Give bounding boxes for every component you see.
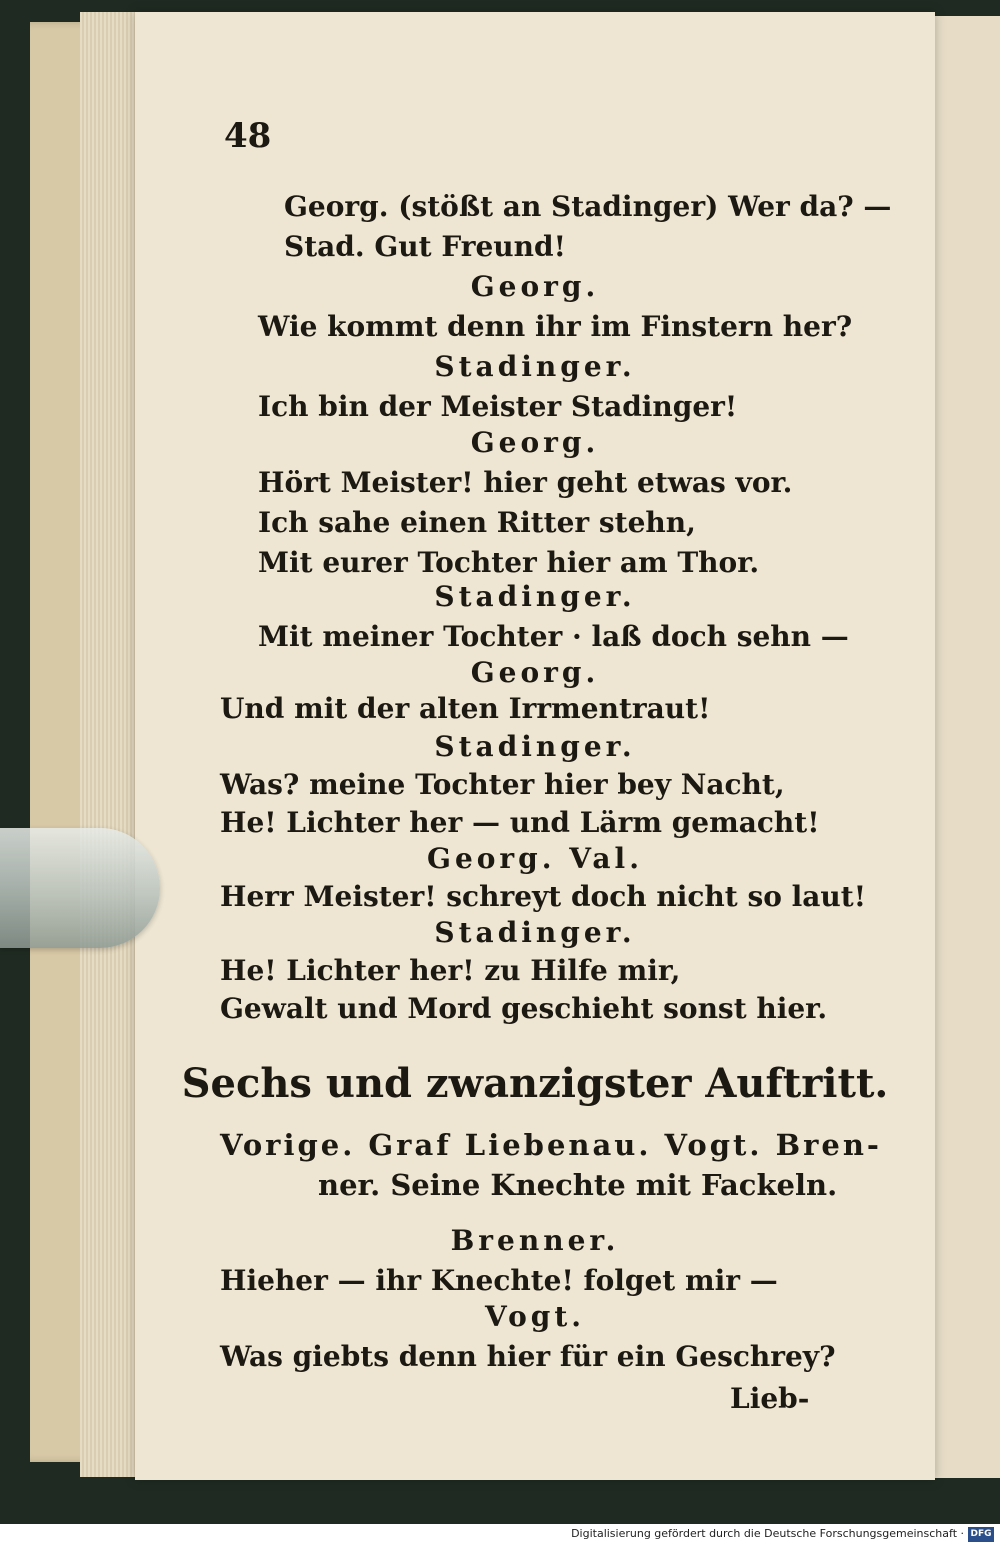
text-line: Und mit der alten Irrmentraut!	[220, 692, 711, 725]
text-line: He! Lichter her! zu Hilfe mir,	[220, 954, 681, 987]
text-line: Ich bin der Meister Stadinger!	[258, 390, 738, 423]
speaker-label: Georg.	[470, 656, 600, 689]
page-edges	[80, 12, 140, 1477]
speaker-label: Georg.	[470, 426, 600, 459]
catchword: Lieb-	[730, 1382, 810, 1415]
text-line: Hört Meister! hier geht etwas vor.	[258, 466, 793, 499]
text-line: Herr Meister! schreyt doch nicht so laut!	[220, 880, 866, 913]
text-line: Hieher — ihr Knechte! folget mir —	[220, 1264, 778, 1297]
text-line: Mit eurer Tochter hier am Thor.	[258, 546, 760, 579]
footer-credit: Digitalisierung gefördert durch die Deutsche Forschungsgemeinschaft ·	[571, 1527, 964, 1540]
footer-bar	[0, 1524, 1000, 1546]
stage-direction: Vorige. Graf Liebenau. Vogt. Bren-	[220, 1128, 882, 1162]
speaker-label: Stadinger.	[434, 730, 636, 763]
text-line: He! Lichter her — und Lärm gemacht!	[220, 806, 820, 839]
text-line: Ich sahe einen Ritter stehn,	[258, 506, 696, 539]
scene-heading: Sechs und zwanzigster Auftritt.	[181, 1060, 889, 1107]
speaker-label: Vogt.	[484, 1300, 586, 1333]
text-line: Mit meiner Tochter · laß doch sehn —	[258, 620, 849, 653]
text-line: Gewalt und Mord geschieht sonst hier.	[220, 992, 828, 1025]
text-line: Was? meine Tochter hier bey Nacht,	[220, 768, 785, 801]
text-line: Wie kommt denn ihr im Finstern her?	[258, 310, 853, 343]
speaker-label: Georg.	[470, 270, 600, 303]
speaker-label: Stadinger.	[434, 350, 636, 383]
facing-page-bleedthrough	[943, 96, 999, 1396]
bookmark-ribbon	[0, 828, 160, 948]
text-line: Was giebts denn hier für ein Geschrey?	[220, 1340, 836, 1373]
stage-direction: ner. Seine Knechte mit Fackeln.	[318, 1168, 838, 1202]
speaker-label: Stadinger.	[434, 580, 636, 613]
page-number: 48	[224, 116, 272, 156]
dfg-logo-icon: DFG	[968, 1527, 994, 1542]
speaker-label: Georg. Val.	[427, 842, 643, 875]
text-line: Stad. Gut Freund!	[284, 230, 566, 263]
speaker-label: Brenner.	[450, 1224, 620, 1257]
speaker-label: Stadinger.	[434, 916, 636, 949]
facing-page	[930, 16, 1000, 1478]
text-line: Georg. (stößt an Stadinger) Wer da? —	[284, 190, 892, 223]
